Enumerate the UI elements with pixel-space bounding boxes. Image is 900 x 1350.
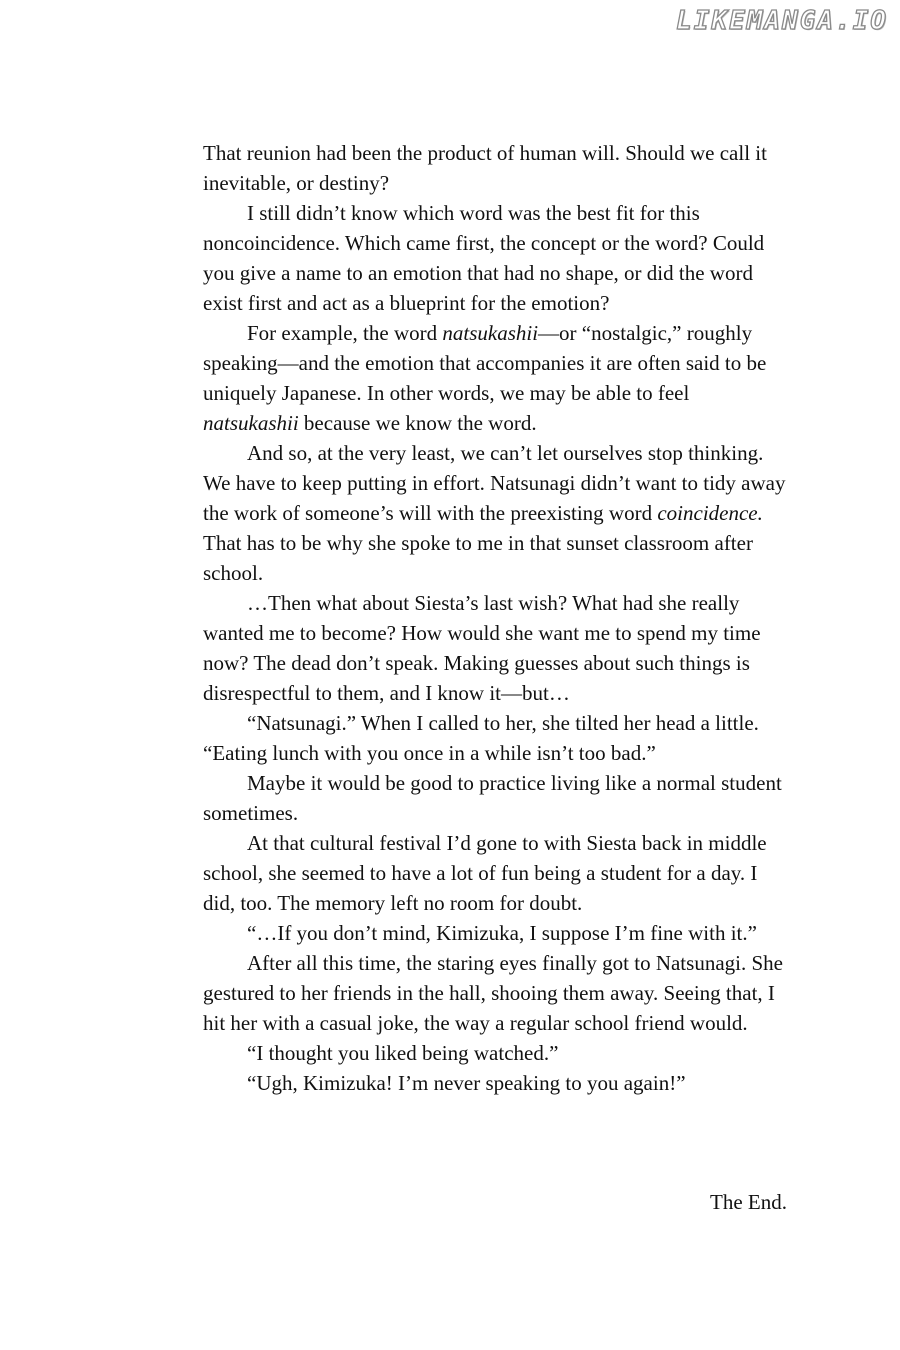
paragraph: That reunion had been the product of human will. Should we call it inevitable, or destiny? — [203, 141, 767, 195]
site-watermark: LIKEMANGA.IO — [676, 6, 888, 36]
paragraph: “…If you don’t mind, Kimizuka, I suppose I’m fine with it.” — [247, 921, 757, 945]
the-end-text: The End. — [710, 1190, 787, 1214]
paragraph: I still didn’t know which word was the best fit for this noncoincidence. Which came first, the concept or the word? Could you give a name to an emotion that had no shape, or did the word exist first and act as a blueprint for the emotion? — [203, 201, 765, 315]
paragraph: And so, at the very least, we can’t let ourselves stop thinking. We have to keep putting in effort. Natsunagi didn’t want to tidy away the work of someone’s will with the preexisting word coincidence. That has to be why she spoke to me in that sunset classroom after school. — [203, 441, 786, 585]
paragraph: Maybe it would be good to practice living like a normal student sometimes. — [203, 771, 782, 825]
book-page-text — [203, 138, 787, 1098]
paragraph: …Then what about Siesta’s last wish? What had she really wanted me to become? How would she want me to spend my time now? The dead don’t speak. Making guesses about such things is disrespectful to them, and I know it—but… — [203, 591, 761, 705]
paragraph: After all this time, the staring eyes finally got to Natsunagi. She gestured to her friends in the hall, shooing them away. Seeing that, I hit her with a casual joke, the way a regular school friend would. — [203, 951, 783, 1035]
paragraph: “Ugh, Kimizuka! I’m never speaking to you again!” — [247, 1071, 686, 1095]
paragraph: At that cultural festival I’d gone to with Siesta back in middle school, she seemed to have a lot of fun being a student for a day. I did, too. The memory left no room for doubt. — [203, 831, 767, 915]
paragraph: “I thought you liked being watched.” — [247, 1041, 559, 1065]
paragraph: For example, the word natsukashii—or “nostalgic,” roughly speaking—and the emotion that accompanies it are often said to be uniquely Japanese. In other words, we may be able to feel natsukashii because we know the word. — [203, 321, 767, 435]
paragraph: “Natsunagi.” When I called to her, she tilted her head a little. “Eating lunch with you once in a while isn’t too bad.” — [203, 711, 759, 765]
